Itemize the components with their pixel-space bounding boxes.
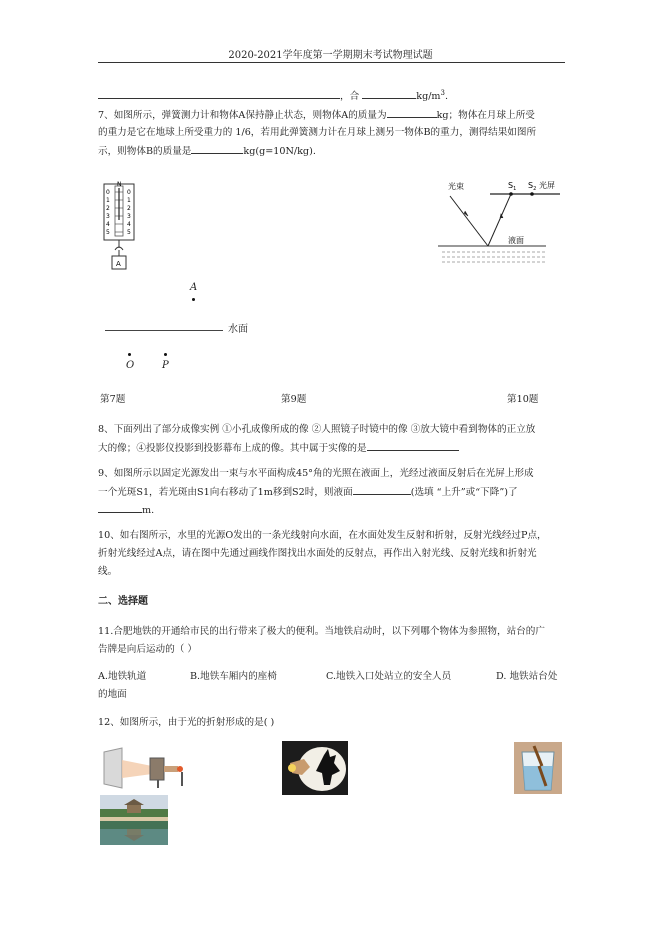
q11-option-d[interactable]: D. 地铁站台处 bbox=[496, 671, 558, 682]
caption-q9: 第9题 bbox=[281, 394, 307, 405]
water-surface-label: 水面 bbox=[228, 324, 248, 335]
page-header: 2020-2021学年度第一学期期末考试物理试题 bbox=[228, 50, 433, 61]
q6-end: . bbox=[445, 91, 449, 103]
beam-label: 光束 bbox=[448, 182, 464, 191]
s2-dot bbox=[530, 192, 534, 196]
q7-line-1 bbox=[98, 108, 535, 123]
q7-text-1a: 7、如图所示，弹簧测力计和物体A保持静止状态，则物体A的质量为 bbox=[98, 110, 387, 121]
q6-blank-1[interactable] bbox=[98, 89, 340, 99]
q6-comma-text: ，合 bbox=[340, 91, 360, 103]
q11-option-d-cont: 的地面 bbox=[98, 689, 127, 700]
q9-blank-2[interactable] bbox=[98, 503, 142, 513]
point-p-label: P bbox=[162, 360, 169, 371]
liquid-hatch bbox=[442, 252, 546, 262]
caption-q10: 第10题 bbox=[507, 394, 539, 405]
s2-label: $S_2$ bbox=[528, 181, 537, 192]
point-a-dot bbox=[192, 298, 195, 301]
q7-blank-2[interactable] bbox=[191, 144, 243, 154]
scale-num: 0 bbox=[106, 189, 110, 196]
caption-q7: 第7题 bbox=[100, 394, 126, 405]
scale-top-label: N bbox=[117, 181, 122, 188]
q7-blank-1[interactable] bbox=[387, 108, 437, 118]
spring-scale-figure bbox=[100, 178, 144, 274]
q6-unit-exp: 3 bbox=[440, 89, 446, 97]
q6-tail bbox=[98, 86, 448, 104]
scale-num: 1 bbox=[106, 197, 110, 204]
reflection-figure bbox=[428, 176, 568, 272]
pavilion-reflection-photo[interactable] bbox=[100, 795, 168, 845]
q7-text-3a: 示，则物体B的质量是 bbox=[98, 146, 192, 157]
q10-line-3: 线。 bbox=[98, 566, 118, 577]
q8-text-2a: 大的像；④投影仪投影到投影幕布上成的像。其中属于实像的是 bbox=[98, 443, 367, 454]
scale-num: 0 bbox=[127, 189, 131, 196]
q8-line-2 bbox=[98, 441, 459, 456]
q9-text-3b: m. bbox=[142, 505, 155, 516]
object-a-label: A bbox=[116, 260, 121, 268]
q11-option-b[interactable]: B.地铁车厢内的座椅 bbox=[190, 671, 277, 682]
section-2-title: 二、选择题 bbox=[98, 596, 148, 607]
point-o-label: O bbox=[126, 360, 135, 371]
q7-line-3 bbox=[98, 144, 316, 159]
scale-num: 1 bbox=[127, 197, 131, 204]
scale-num: 4 bbox=[127, 221, 131, 228]
q11-option-a[interactable]: A.地铁轨道 bbox=[98, 671, 147, 682]
q9-text-2a: 一个光斑S1，若光斑由S1向右移动了1m移到S2时，则液面 bbox=[98, 487, 353, 498]
q9-text-2b: (选填 “上升”或“下降”)了 bbox=[410, 487, 518, 498]
q11-line-2: 告牌是向后运动的（ ） bbox=[98, 644, 197, 655]
water-surface-line bbox=[105, 330, 223, 331]
scale-left-numbers bbox=[106, 189, 110, 236]
scale-num: 5 bbox=[127, 229, 131, 236]
scale-num: 3 bbox=[106, 213, 110, 220]
incident-ray bbox=[450, 196, 488, 246]
scale-num: 2 bbox=[106, 205, 110, 212]
q10-line-1: 10、如右图所示，水里的光源O发出的一条光线射向水面，在水面处发生反射和折射，反射光线经过P点， bbox=[98, 530, 547, 541]
projector-icon[interactable] bbox=[100, 746, 188, 790]
scale-num: 3 bbox=[127, 213, 131, 220]
header-rule bbox=[98, 62, 565, 63]
scale-num: 2 bbox=[127, 205, 131, 212]
q8-blank[interactable] bbox=[367, 441, 459, 451]
q9-line-3 bbox=[98, 503, 154, 518]
s1-label: $S_1$ bbox=[508, 181, 517, 192]
q7-text-1b: kg；物体在月球上所受 bbox=[436, 110, 535, 121]
q8-line-1: 8、下面列出了部分成像实例 ①小孔成像所成的像 ②人照镜子时镜中的像 ③放大镜中看到物体的正立放 bbox=[98, 424, 536, 435]
q6-unit: kg/m bbox=[416, 91, 441, 103]
screen-label: 光屏 bbox=[539, 181, 555, 190]
q7-text-3b: kg(g=10N/kg). bbox=[243, 146, 316, 157]
q11-line-1: 11.合肥地铁的开通给市民的出行带来了极大的便利。当地铁启动时，以下列哪个物体为参照物，站台的广 bbox=[98, 626, 545, 637]
point-p-dot bbox=[164, 353, 167, 356]
q7-line-2: 的重力是它在地球上所受重力的 1/6，若用此弹簧测力计在月球上测另一物体B的重力，测得结果如图所 bbox=[98, 127, 537, 138]
hand-shadow-icon[interactable] bbox=[282, 741, 348, 795]
scale-num: 4 bbox=[106, 221, 110, 228]
q9-line-1: 9、如图所示以固定光源发出一束与水平面构成45°角的光照在液面上，光经过液面反射后在光屏上形成 bbox=[98, 468, 534, 479]
point-o-dot bbox=[128, 353, 131, 356]
q9-line-2 bbox=[98, 485, 518, 500]
q6-blank-2[interactable] bbox=[362, 89, 416, 99]
scale-right-numbers bbox=[127, 189, 131, 236]
q9-blank-1[interactable] bbox=[353, 485, 411, 495]
q10-line-2: 折射光线经过A点，请在图中先通过画线作图找出水面处的反射点，再作出入射光线、反射光线和折射光 bbox=[98, 548, 537, 559]
pencil-in-glass-icon[interactable] bbox=[514, 742, 562, 794]
scale-num: 5 bbox=[106, 229, 110, 236]
liquid-label: 液面 bbox=[508, 236, 524, 245]
q11-option-c[interactable]: C.地铁入口处站立的安全人员 bbox=[326, 671, 452, 682]
scale-hook-curve bbox=[115, 247, 123, 250]
point-a-label: A bbox=[190, 282, 198, 293]
q12-line-1: 12、如图所示，由于光的折射形成的是( ) bbox=[98, 717, 275, 728]
